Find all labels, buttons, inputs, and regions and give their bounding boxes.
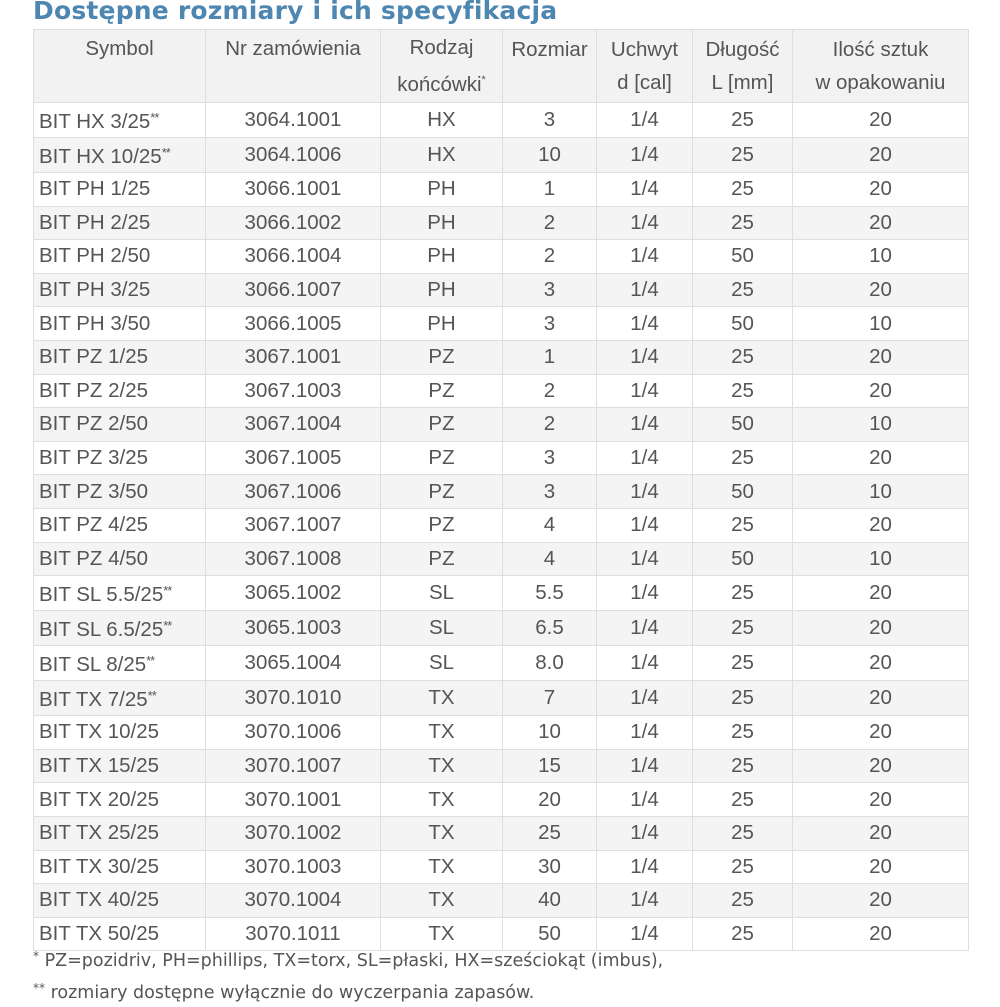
table-row	[34, 273, 969, 307]
header-tip-type-line2: końcówki	[397, 72, 482, 96]
cell-pack-quantity: 20	[793, 646, 969, 681]
table-row	[34, 103, 969, 138]
cell-pack-quantity: 20	[793, 173, 969, 207]
cell-pack-quantity: 20	[793, 850, 969, 884]
footnote-mark: **	[163, 583, 172, 599]
cell-size: 40	[503, 884, 597, 918]
header-length-line1: Długość	[705, 38, 780, 61]
cell-tip-type: PH	[381, 240, 503, 274]
cell-shank: 1/4	[597, 816, 693, 850]
cell-pack-quantity: 10	[793, 240, 969, 274]
cell-length: 50	[693, 240, 793, 274]
cell-shank: 1/4	[597, 340, 693, 374]
cell-pack-quantity: 20	[793, 681, 969, 716]
cell-tip-type: PZ	[381, 408, 503, 442]
cell-symbol	[34, 340, 206, 374]
cell-length: 25	[693, 783, 793, 817]
cell-shank: 1/4	[597, 240, 693, 274]
cell-symbol	[34, 681, 206, 716]
cell-pack-quantity: 10	[793, 307, 969, 341]
cell-tip-type: PH	[381, 173, 503, 207]
table-row	[34, 611, 969, 646]
header-symbol: Symbol	[34, 30, 206, 103]
cell-order-number: 3070.1001	[206, 783, 381, 817]
symbol-text: BIT TX 25/25	[39, 821, 160, 845]
cell-size: 50	[503, 917, 597, 951]
footnote-mark: **	[161, 145, 170, 160]
cell-pack-quantity: 20	[793, 374, 969, 408]
cell-size: 3	[503, 273, 597, 307]
cell-pack-quantity: 10	[793, 408, 969, 442]
cell-symbol	[34, 816, 206, 850]
cell-symbol	[34, 475, 206, 509]
symbol-text: BIT SL 6.5/25	[39, 618, 164, 642]
table-row	[34, 646, 969, 681]
cell-order-number: 3067.1005	[206, 441, 381, 475]
header-tip-type-line1: Rodzaj	[409, 36, 474, 60]
cell-tip-type: PZ	[381, 475, 503, 509]
cell-order-number: 3070.1010	[206, 681, 381, 716]
cell-shank: 1/4	[597, 884, 693, 918]
header-tip-type-footnote-mark: *	[481, 74, 486, 87]
cell-size: 4	[503, 542, 597, 576]
cell-size: 8.0	[503, 646, 597, 681]
cell-symbol	[34, 611, 206, 646]
header-pack-line2: w opakowaniu	[815, 71, 946, 94]
table-row	[34, 374, 969, 408]
cell-length: 25	[693, 850, 793, 884]
table-row	[34, 783, 969, 817]
cell-length: 25	[693, 441, 793, 475]
cell-shank: 1/4	[597, 508, 693, 542]
cell-length: 25	[693, 374, 793, 408]
symbol-text: BIT PZ 1/25	[39, 345, 149, 369]
cell-length: 25	[693, 103, 793, 138]
cell-tip-type: PZ	[381, 441, 503, 475]
cell-length: 25	[693, 816, 793, 850]
cell-order-number: 3067.1001	[206, 340, 381, 374]
table-row	[34, 816, 969, 850]
cell-order-number: 3065.1003	[206, 611, 381, 646]
symbol-text: BIT TX 50/25	[39, 921, 160, 945]
symbol-text: BIT TX 15/25	[39, 754, 160, 778]
symbol-text: BIT PH 1/25	[39, 177, 151, 201]
cell-size: 1	[503, 173, 597, 207]
cell-size: 3	[503, 441, 597, 475]
cell-length: 25	[693, 576, 793, 611]
symbol-text: BIT HX 10/25	[39, 145, 162, 168]
cell-order-number: 3064.1006	[206, 138, 381, 173]
cell-length: 25	[693, 716, 793, 750]
cell-length: 25	[693, 340, 793, 374]
cell-shank: 1/4	[597, 408, 693, 442]
footnote-mark: **	[146, 653, 155, 669]
footnote-text: PZ=pozidriv, PH=phillips, TX=torx, SL=płaski, HX=sześciokąt (imbus),	[39, 951, 664, 971]
cell-order-number: 3067.1003	[206, 374, 381, 408]
cell-pack-quantity: 20	[793, 576, 969, 611]
cell-order-number: 3070.1003	[206, 850, 381, 884]
cell-shank: 1/4	[597, 783, 693, 817]
table-body	[34, 103, 969, 951]
cell-length: 25	[693, 917, 793, 951]
header-order-number: Nr zamówienia	[206, 30, 381, 103]
cell-order-number: 3065.1002	[206, 576, 381, 611]
cell-order-number: 3067.1007	[206, 508, 381, 542]
cell-pack-quantity: 20	[793, 884, 969, 918]
cell-symbol	[34, 850, 206, 884]
symbol-text: BIT PH 2/25	[39, 210, 151, 234]
cell-tip-type: TX	[381, 681, 503, 716]
cell-length: 50	[693, 542, 793, 576]
cell-length: 50	[693, 475, 793, 509]
symbol-text: BIT TX 10/25	[39, 720, 160, 744]
table-row	[34, 576, 969, 611]
cell-pack-quantity: 20	[793, 206, 969, 240]
cell-tip-type: TX	[381, 783, 503, 817]
cell-tip-type: SL	[381, 646, 503, 681]
symbol-text: BIT PZ 4/50	[39, 546, 149, 570]
cell-tip-type: SL	[381, 576, 503, 611]
cell-pack-quantity: 20	[793, 340, 969, 374]
cell-tip-type: TX	[381, 749, 503, 783]
footnote-mark: **	[150, 110, 159, 125]
cell-tip-type: PZ	[381, 340, 503, 374]
table-row	[34, 206, 969, 240]
table-row	[34, 307, 969, 341]
cell-size: 20	[503, 783, 597, 817]
footnote-tip-types	[33, 943, 663, 975]
symbol-text: BIT SL 5.5/25	[39, 583, 164, 607]
cell-size: 2	[503, 408, 597, 442]
cell-shank: 1/4	[597, 374, 693, 408]
cell-symbol	[34, 716, 206, 750]
symbol-text: BIT PH 3/50	[39, 311, 151, 335]
table-row	[34, 475, 969, 509]
cell-tip-type: TX	[381, 917, 503, 951]
cell-symbol	[34, 441, 206, 475]
cell-tip-type: PH	[381, 307, 503, 341]
footnote-availability	[33, 975, 663, 1007]
header-shank-line2: d [cal]	[617, 71, 672, 94]
cell-pack-quantity: 10	[793, 475, 969, 509]
cell-shank: 1/4	[597, 576, 693, 611]
cell-pack-quantity: 20	[793, 917, 969, 951]
cell-order-number: 3067.1004	[206, 408, 381, 442]
cell-shank: 1/4	[597, 749, 693, 783]
cell-order-number: 3065.1004	[206, 646, 381, 681]
symbol-text: BIT PH 2/50	[39, 244, 151, 268]
symbol-text: BIT SL 8/25	[39, 653, 147, 677]
table-row	[34, 749, 969, 783]
cell-order-number: 3066.1004	[206, 240, 381, 274]
cell-tip-type: PZ	[381, 542, 503, 576]
cell-order-number: 3070.1006	[206, 716, 381, 750]
header-pack-line1: Ilość sztuk	[832, 38, 929, 61]
symbol-text: BIT PZ 2/50	[39, 412, 149, 436]
table-row	[34, 173, 969, 207]
header-shank	[597, 30, 693, 103]
header-length-line2: L [mm]	[711, 71, 774, 94]
cell-size: 15	[503, 749, 597, 783]
table-row	[34, 542, 969, 576]
cell-length: 25	[693, 884, 793, 918]
table-row	[34, 441, 969, 475]
cell-symbol	[34, 508, 206, 542]
header-tip-type	[381, 30, 503, 103]
cell-length: 25	[693, 646, 793, 681]
cell-size: 4	[503, 508, 597, 542]
cell-pack-quantity: 20	[793, 749, 969, 783]
cell-symbol	[34, 103, 206, 138]
cell-tip-type: PZ	[381, 374, 503, 408]
cell-order-number: 3067.1006	[206, 475, 381, 509]
cell-shank: 1/4	[597, 542, 693, 576]
footnotes	[33, 943, 663, 1007]
symbol-text: BIT PZ 2/25	[39, 378, 149, 402]
cell-length: 25	[693, 749, 793, 783]
cell-shank: 1/4	[597, 103, 693, 138]
cell-symbol	[34, 138, 206, 173]
cell-order-number: 3066.1002	[206, 206, 381, 240]
cell-size: 2	[503, 206, 597, 240]
cell-length: 25	[693, 138, 793, 173]
cell-length: 25	[693, 206, 793, 240]
table-row	[34, 138, 969, 173]
cell-order-number: 3070.1011	[206, 917, 381, 951]
cell-size: 10	[503, 138, 597, 173]
symbol-text: BIT TX 20/25	[39, 787, 160, 811]
table-row	[34, 340, 969, 374]
cell-tip-type: HX	[381, 138, 503, 173]
cell-size: 5.5	[503, 576, 597, 611]
cell-tip-type: PH	[381, 273, 503, 307]
cell-order-number: 3070.1007	[206, 749, 381, 783]
cell-shank: 1/4	[597, 716, 693, 750]
cell-pack-quantity: 20	[793, 273, 969, 307]
cell-symbol	[34, 408, 206, 442]
cell-tip-type: HX	[381, 103, 503, 138]
cell-tip-type: TX	[381, 816, 503, 850]
cell-length: 25	[693, 681, 793, 716]
cell-shank: 1/4	[597, 850, 693, 884]
cell-tip-type: TX	[381, 850, 503, 884]
cell-order-number: 3066.1007	[206, 273, 381, 307]
cell-pack-quantity: 20	[793, 611, 969, 646]
cell-length: 25	[693, 273, 793, 307]
cell-shank: 1/4	[597, 646, 693, 681]
cell-tip-type: PZ	[381, 508, 503, 542]
cell-symbol	[34, 783, 206, 817]
symbol-text: BIT PZ 4/25	[39, 513, 149, 537]
cell-length: 25	[693, 173, 793, 207]
table-row	[34, 508, 969, 542]
cell-shank: 1/4	[597, 173, 693, 207]
table-row	[34, 884, 969, 918]
table-header	[34, 30, 969, 103]
cell-pack-quantity: 20	[793, 716, 969, 750]
cell-shank: 1/4	[597, 681, 693, 716]
cell-symbol	[34, 206, 206, 240]
cell-symbol	[34, 374, 206, 408]
page-title: Dostępne rozmiary i ich specyfikacja	[33, 0, 558, 25]
cell-size: 30	[503, 850, 597, 884]
cell-shank: 1/4	[597, 917, 693, 951]
table-row	[34, 850, 969, 884]
table-row	[34, 681, 969, 716]
header-size-label: Rozmiar	[511, 38, 588, 61]
footnote-mark: **	[147, 688, 156, 704]
symbol-text: BIT PH 3/25	[39, 278, 151, 302]
symbol-text: BIT TX 7/25	[39, 688, 148, 712]
cell-tip-type: PH	[381, 206, 503, 240]
cell-size: 25	[503, 816, 597, 850]
table-row	[34, 240, 969, 274]
cell-size: 2	[503, 240, 597, 274]
symbol-text: BIT TX 30/25	[39, 854, 160, 878]
cell-order-number: 3066.1005	[206, 307, 381, 341]
header-length	[693, 30, 793, 103]
cell-shank: 1/4	[597, 273, 693, 307]
symbol-text: BIT HX 3/25	[39, 110, 151, 133]
cell-shank: 1/4	[597, 475, 693, 509]
cell-symbol	[34, 646, 206, 681]
cell-shank: 1/4	[597, 441, 693, 475]
cell-size: 1	[503, 340, 597, 374]
cell-size: 2	[503, 374, 597, 408]
cell-size: 10	[503, 716, 597, 750]
cell-size: 6.5	[503, 611, 597, 646]
cell-pack-quantity: 20	[793, 138, 969, 173]
cell-pack-quantity: 20	[793, 441, 969, 475]
header-shank-line1: Uchwyt	[610, 38, 679, 61]
footnote-mark: *	[33, 949, 39, 963]
cell-length: 25	[693, 508, 793, 542]
cell-size: 3	[503, 475, 597, 509]
cell-order-number: 3070.1004	[206, 884, 381, 918]
symbol-text: BIT PZ 3/50	[39, 479, 149, 503]
cell-symbol	[34, 749, 206, 783]
header-row	[34, 30, 969, 103]
cell-symbol	[34, 542, 206, 576]
cell-pack-quantity: 20	[793, 103, 969, 138]
footnote-text: rozmiary dostępne wyłącznie do wyczerpania zapasów.	[45, 983, 535, 1003]
cell-tip-type: TX	[381, 884, 503, 918]
header-size	[503, 30, 597, 103]
cell-order-number: 3070.1002	[206, 816, 381, 850]
cell-pack-quantity: 20	[793, 508, 969, 542]
cell-size: 3	[503, 307, 597, 341]
cell-symbol	[34, 307, 206, 341]
cell-length: 50	[693, 307, 793, 341]
table-row	[34, 716, 969, 750]
cell-size: 3	[503, 103, 597, 138]
footnote-mark: **	[163, 618, 172, 634]
cell-symbol	[34, 273, 206, 307]
cell-pack-quantity: 10	[793, 542, 969, 576]
cell-shank: 1/4	[597, 611, 693, 646]
cell-symbol	[34, 240, 206, 274]
cell-size: 7	[503, 681, 597, 716]
symbol-text: BIT PZ 3/25	[39, 446, 149, 470]
cell-order-number: 3067.1008	[206, 542, 381, 576]
cell-pack-quantity: 20	[793, 783, 969, 817]
footnote-mark: **	[33, 981, 45, 995]
cell-symbol	[34, 884, 206, 918]
cell-length: 25	[693, 611, 793, 646]
table-row	[34, 408, 969, 442]
cell-shank: 1/4	[597, 138, 693, 173]
cell-shank: 1/4	[597, 307, 693, 341]
cell-shank: 1/4	[597, 206, 693, 240]
cell-tip-type: SL	[381, 611, 503, 646]
symbol-text: BIT TX 40/25	[39, 888, 160, 912]
specs-table	[33, 29, 969, 951]
cell-order-number: 3064.1001	[206, 103, 381, 138]
cell-tip-type: TX	[381, 716, 503, 750]
cell-symbol	[34, 173, 206, 207]
cell-order-number: 3066.1001	[206, 173, 381, 207]
cell-pack-quantity: 20	[793, 816, 969, 850]
cell-length: 50	[693, 408, 793, 442]
cell-symbol	[34, 576, 206, 611]
header-pack-quantity	[793, 30, 969, 103]
